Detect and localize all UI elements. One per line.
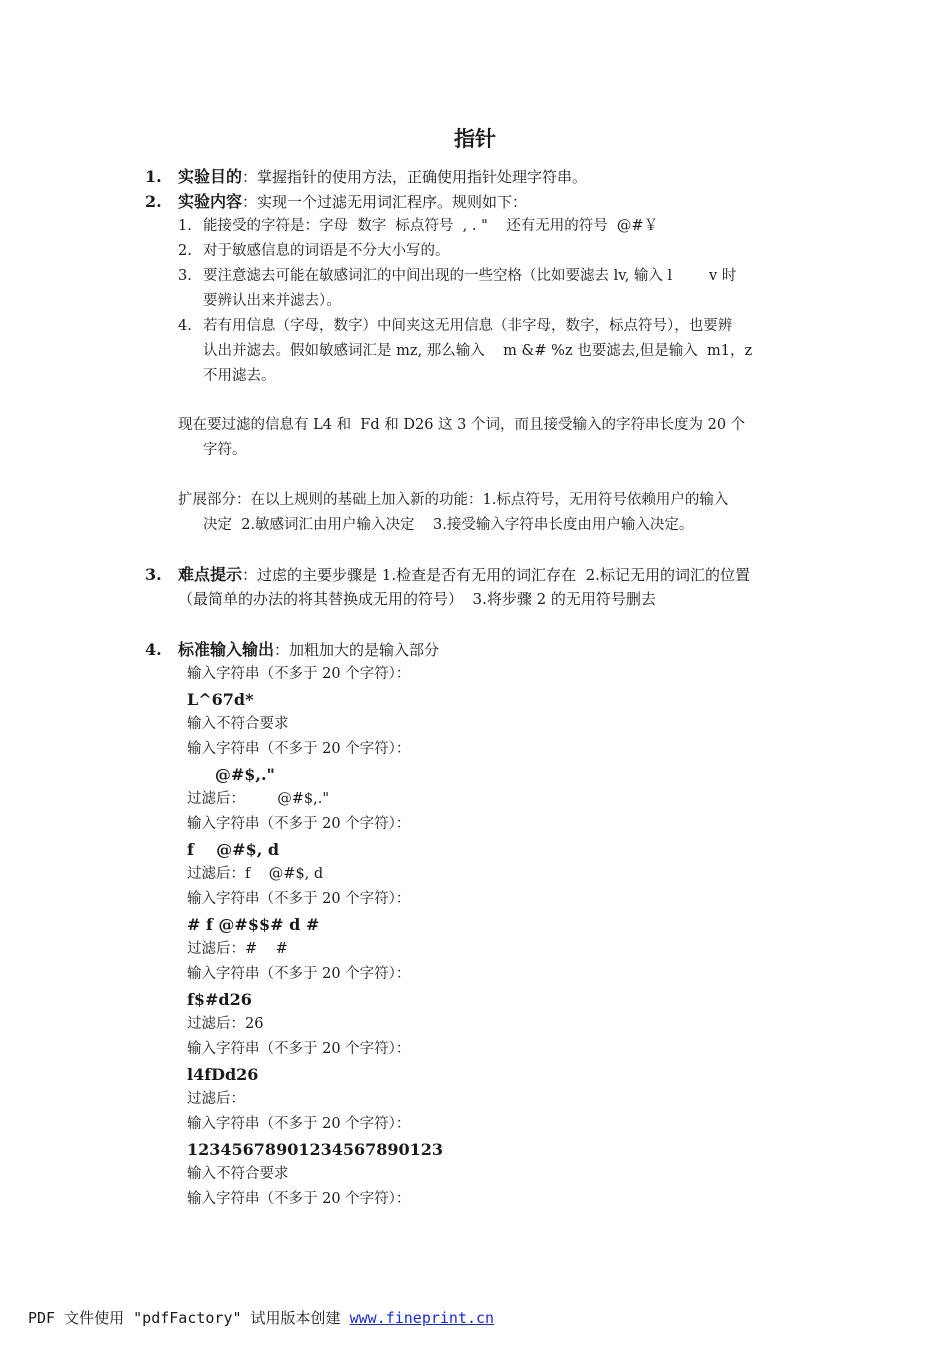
section-number: 2. [145,192,162,211]
io-prompt-line: 输入字符串（不多于 20 个字符）： [187,666,411,682]
rule-line: 对于敏感信息的词语是不分大小写的。 [203,243,450,259]
io-prompt-line: 输入字符串（不多于 20 个字符）： [187,966,411,982]
io-prompt-line: 输入字符串（不多于 20 个字符）： [187,1191,411,1207]
section-heading: 实验内容 [178,192,243,211]
io-prompt-line: 输入字符串（不多于 20 个字符）： [187,1041,411,1057]
io-prompt-line: 输入字符串（不多于 20 个字符）： [187,891,411,907]
io-input-line: @#$,." [187,765,275,784]
io-prompt-line: 输入字符串（不多于 20 个字符）： [187,1116,411,1132]
io-input-line: f$#d26 [187,990,252,1009]
page-title: 指针 [454,127,496,151]
rule-line: 要注意滤去可能在敏感词汇的中间出现的一些空格（比如要滤去 lv, 输入 l v 时 [203,268,737,284]
footer-link[interactable]: www.fineprint.cn [349,1309,495,1327]
rule-line: 要辨认出来并滤去）。 [203,293,341,309]
io-input-line: L^67d* [187,690,254,709]
rule-line: 认出并滤去。假如敏感词汇是 mz, 那么输入 m &# %z 也要滤去,但是输入 m1，z [203,343,753,359]
rule-line: 不用滤去。 [203,368,276,384]
paragraph-line: 现在要过滤的信息有 L4 和 Fd 和 D26 这 3 个词，而且接受输入的字符串长度为 20 个 [178,417,746,433]
section-heading: 难点提示 [178,565,243,584]
rule-number: 2. [178,243,192,259]
io-input-line: l4fDd26 [187,1065,259,1084]
paragraph-line: 字符。 [203,442,247,458]
io-output-line: 过滤后： @#$,." [187,791,330,807]
rule-number: 4. [178,318,192,334]
io-input-line: f @#$, d [187,840,280,859]
rule-number: 3. [178,268,192,284]
io-output-line: 输入不符合要求 [187,716,289,732]
io-prompt-line: 输入字符串（不多于 20 个字符）： [187,816,411,832]
section-number: 3. [145,565,162,584]
footer-text: PDF 文件使用 "pdfFactory" 试用版本创建 [28,1309,350,1327]
rule-line: 若有用信息（字母，数字）中间夹这无用信息（非字母，数字，标点符号），也要辨 [203,318,733,334]
section-text: ：实现一个过滤无用词汇程序。规则如下： [242,193,528,211]
rule-number: 1. [178,218,192,234]
io-output-line: 过滤后：# # [187,941,288,957]
rule-item [178,264,810,314]
section-text: ：加粗加大的是输入部分 [274,641,440,659]
section-number: 4. [145,640,162,659]
io-input-line: 12345678901234567890123 [187,1140,444,1159]
filter-paragraph [178,413,810,463]
section-content [145,190,815,214]
section-text: ：过虑的主要步骤是 1.检查是否有无用的词汇存在 2.标记无用的词汇的位置 [242,566,750,584]
section-text-line2: （最简单的办法的将其替换成无用的符号） 3.将步骤 2 的无用符号删去 [178,590,656,608]
rule-item [178,214,810,239]
pdf-footer [28,1306,494,1330]
section-heading: 标准输入输出 [178,640,275,659]
rule-item [178,239,810,264]
io-prompt-line: 输入字符串（不多于 20 个字符）： [187,741,411,757]
section-hints [145,563,815,611]
io-input-line: # f @#$$# d # [187,915,320,934]
io-output-line: 过滤后：26 [187,1016,264,1032]
paragraph-line: 决定 2.敏感词汇由用户输入决定 3.接受输入字符串长度由用户输入决定。 [203,517,694,533]
section-number: 1. [145,167,162,186]
io-output-line: 输入不符合要求 [187,1166,289,1182]
paragraph-line: 扩展部分：在以上规则的基础上加入新的功能：1.标点符号，无用符号依赖用户的输入 [178,492,729,508]
rule-line: 能接受的字符是：字母 数字 标点符号 , . " 还有无用的符号 @#￥ [203,218,659,234]
section-io [145,638,815,662]
io-output-line: 过滤后： [187,1091,245,1107]
io-output-line: 过滤后：f @#$, d [187,866,324,882]
extension-paragraph [178,488,810,538]
section-heading: 实验目的 [178,167,243,186]
rule-item [178,314,810,389]
section-text: ：掌握指针的使用方法，正确使用指针处理字符串。 [242,168,588,186]
section-purpose [145,165,815,189]
